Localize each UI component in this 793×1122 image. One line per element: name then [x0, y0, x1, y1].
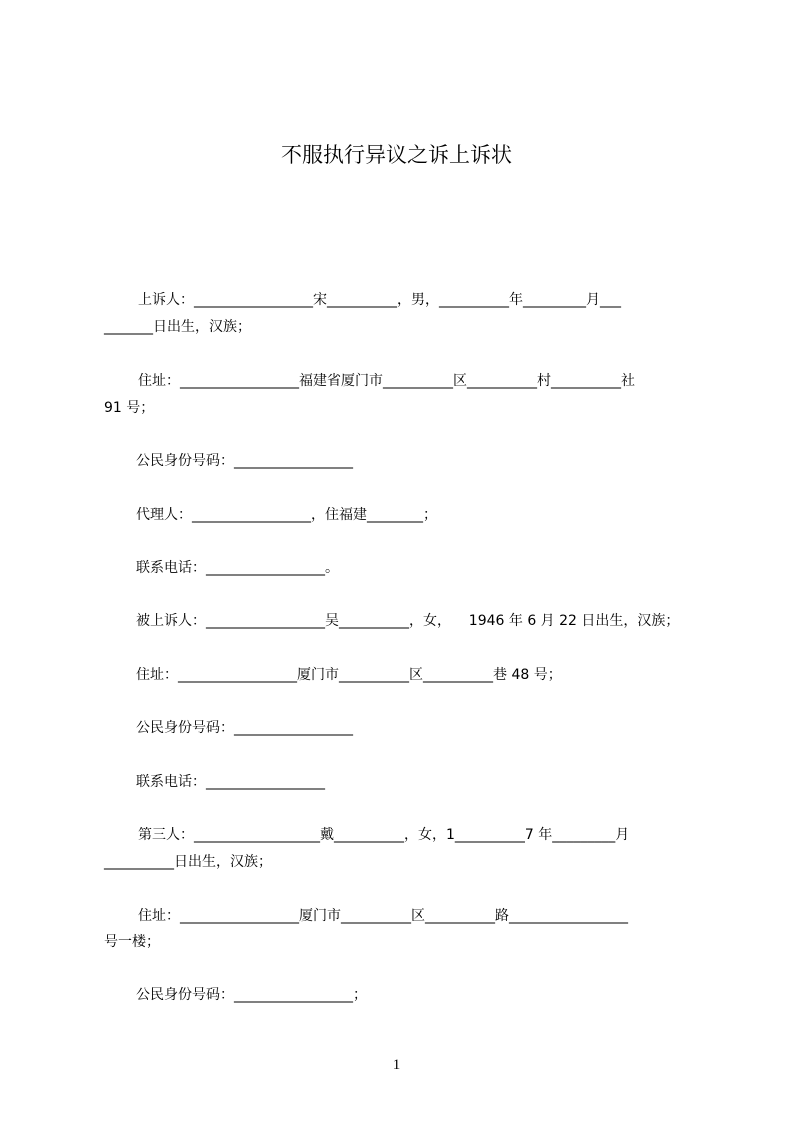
appellant-id-number: 公民身份号码：_________________ — [136, 453, 353, 469]
third-party-line-1: 第三人：__________________戴__________，女，1__________7 年_________月 — [138, 827, 630, 843]
appellant-agent: 代理人：_________________，住福建________； — [136, 507, 437, 523]
page-number: 1 — [392, 1057, 401, 1073]
appellant-address-line-2: 91 号； — [104, 400, 155, 416]
appellee-line-1: 被上诉人：_________________吴__________，女， 1946 年 6 月 22 日出生，汉族； — [136, 613, 680, 629]
appellant-line-1: 上诉人：_________________宋__________，男，__________年_________月___ — [138, 292, 621, 308]
third-party-line-2: __________日出生，汉族； — [104, 854, 272, 870]
third-party-address-line-2: 号一楼； — [104, 934, 160, 950]
document-title: 不服执行异议之诉上诉状 — [281, 143, 512, 167]
appellant-phone: 联系电话：_________________。 — [136, 560, 339, 576]
third-party-address-line-1: 住址：_________________厦门市__________区__________路_________________ — [138, 908, 628, 924]
appellee-id-number: 公民身份号码：_________________ — [136, 720, 353, 736]
third-party-id-number: 公民身份号码：_________________； — [136, 987, 367, 1003]
appellant-address-line-1: 住址：_________________福建省厦门市__________区__________村__________社 — [138, 373, 635, 389]
appellant-line-2: _______日出生，汉族； — [104, 319, 251, 335]
appellee-address: 住址：_________________厦门市__________区__________巷 48 号； — [136, 667, 562, 683]
appellee-phone: 联系电话：_________________ — [136, 774, 325, 790]
